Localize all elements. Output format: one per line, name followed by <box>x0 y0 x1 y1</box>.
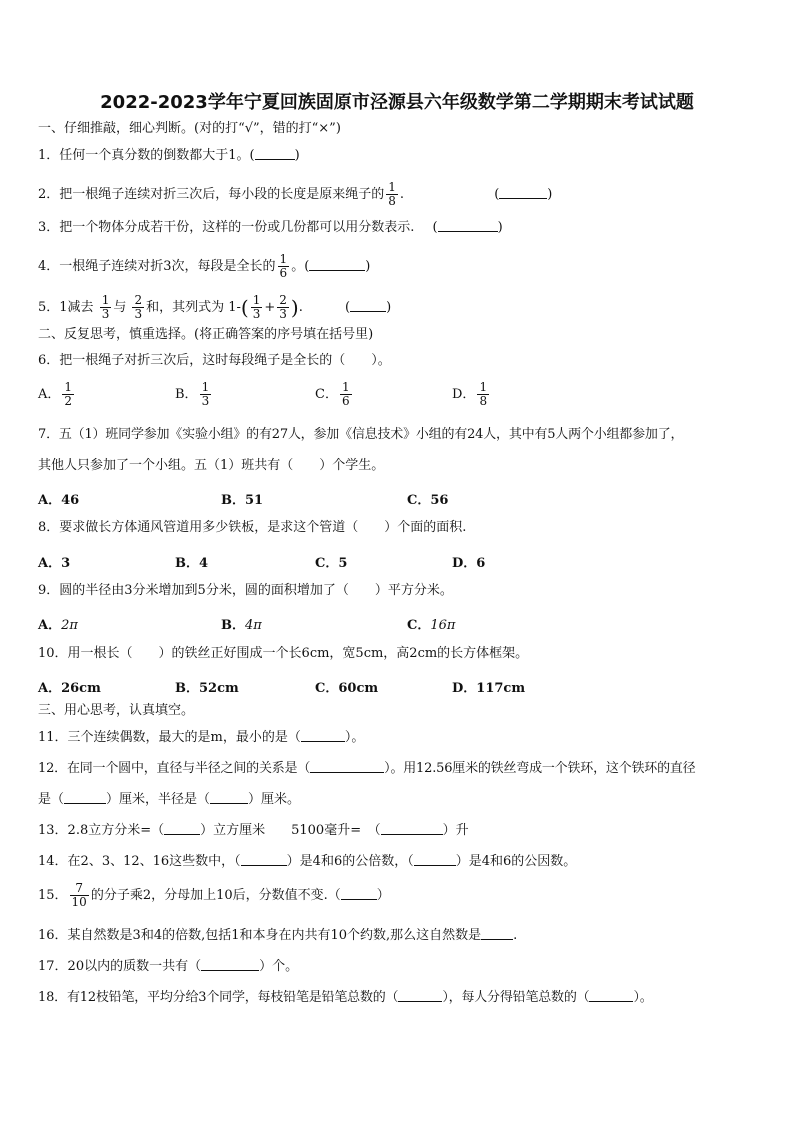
paren-right: ) <box>290 295 299 320</box>
answer-blank[interactable] <box>481 927 513 940</box>
question-17-text: 17．20以内的质数一共有（ <box>38 959 202 974</box>
answer-blank[interactable] <box>589 989 633 1002</box>
question-18-text-2: ），每人分得铅笔总数的（ <box>442 990 590 1005</box>
option-letter: B． <box>175 387 198 402</box>
option-letter: C． <box>407 618 431 633</box>
question-17-tail: ）个。 <box>259 959 299 974</box>
question-16 <box>38 927 758 944</box>
fraction <box>132 294 144 321</box>
fraction-denominator: 8 <box>479 394 488 408</box>
fraction-denominator: 3 <box>279 307 287 321</box>
question-18 <box>38 989 758 1006</box>
page-title: 2022-2023学年宁夏回族固原市泾源县六年级数学第二学期期末考试试题 <box>100 92 694 113</box>
question-18-text: 18．有12枝铅笔，平均分给3个同学，每枝铅笔是铅笔总数的（ <box>38 990 399 1005</box>
question-11-text: 11．三个连续偶数，最大的是m，最小的是（ <box>38 730 301 745</box>
fraction-denominator: 3 <box>201 394 210 408</box>
question-12-line-1 <box>38 760 758 777</box>
question-4-tail: 。( <box>291 259 310 274</box>
fraction <box>477 381 489 408</box>
fraction <box>386 181 398 208</box>
answer-blank[interactable] <box>301 729 345 742</box>
paren-close: ) <box>547 187 553 202</box>
option-value: 4π <box>245 618 262 633</box>
paren-open: ( <box>432 220 438 235</box>
answer-blank[interactable] <box>438 219 498 232</box>
question-14-tail: ）是4和6的公因数。 <box>455 854 577 869</box>
option-value: 2π <box>61 618 78 633</box>
question-12-text-2: ）。用12.56厘米的铁丝弯成一个铁环，这个铁环的直径 <box>384 761 696 776</box>
answer-blank[interactable] <box>210 791 248 804</box>
fraction <box>200 381 212 408</box>
question-15-text: 的分子乘2，分母加上10后，分数值不变.（ <box>90 888 341 903</box>
option-c[interactable]: C．60cm <box>315 681 379 696</box>
option-letter: A． <box>38 387 61 402</box>
question-7-line-1: 7．五（1）班同学参加《实验小组》的有27人，参加《信息技术》小组的有24人，其中有5人两个小组都参加了， <box>38 427 684 442</box>
paren-close: ) <box>365 259 371 274</box>
option-d[interactable]: D．117cm <box>452 681 526 696</box>
fraction-denominator: 3 <box>134 307 143 321</box>
answer-blank[interactable] <box>499 186 547 199</box>
section-2-heading: 二、反复思考，慎重选择。(将正确答案的序号填在括号里) <box>38 327 374 342</box>
fraction-denominator: 2 <box>64 394 73 408</box>
question-12-text-5: ）厘米。 <box>248 792 301 807</box>
option-c[interactable] <box>315 381 354 408</box>
paren-close: ) <box>294 148 300 163</box>
fraction-numerator: 2 <box>134 293 143 307</box>
answer-blank[interactable] <box>414 853 456 866</box>
option-a[interactable]: A．46 <box>38 493 80 508</box>
section-3-heading: 三、用心思考，认真填空。 <box>38 703 195 718</box>
period: . <box>399 187 405 202</box>
fraction <box>278 253 290 280</box>
question-4-text: 4．一根绳子连续对折3次，每段是全长的 <box>38 259 276 274</box>
option-c[interactable] <box>407 614 455 633</box>
option-letter: D． <box>452 387 476 402</box>
answer-blank[interactable] <box>341 887 377 900</box>
option-b[interactable] <box>221 614 262 633</box>
fraction-numerator: 1 <box>101 293 110 307</box>
fraction <box>277 294 289 321</box>
answer-blank[interactable] <box>398 989 442 1002</box>
question-11-tail: ）。 <box>344 730 365 745</box>
question-5 <box>38 294 758 321</box>
question-5-text: 5．1减去 <box>38 300 94 315</box>
paren-close: ) <box>497 220 503 235</box>
answer-blank[interactable] <box>381 822 443 835</box>
question-4 <box>38 253 758 280</box>
paren-open: ( <box>494 187 500 202</box>
option-letter: B． <box>221 618 245 633</box>
question-13-text-2: ）立方厘米 5100毫升= （ <box>200 823 381 838</box>
fraction <box>70 882 89 909</box>
fraction-numerator: 2 <box>279 293 287 307</box>
question-9: 9．圆的半径由3分米增加到5分米，圆的面积增加了（ ）平方分米。 <box>38 583 453 598</box>
plus-sign: + <box>264 300 276 315</box>
answer-blank[interactable] <box>310 760 384 773</box>
fraction-numerator: 1 <box>479 380 488 394</box>
option-c[interactable]: C．56 <box>407 493 449 508</box>
period: . <box>513 928 518 943</box>
fraction-numerator: 1 <box>279 252 288 266</box>
question-15 <box>38 882 758 909</box>
answer-blank[interactable] <box>309 258 365 271</box>
answer-blank[interactable] <box>164 822 200 835</box>
option-a[interactable] <box>38 614 78 633</box>
question-13-tail: ）升 <box>442 823 469 838</box>
answer-blank[interactable] <box>201 958 259 971</box>
fraction-denominator: 6 <box>341 394 350 408</box>
question-12-text-3: 是（ <box>38 792 65 807</box>
question-13-text: 13．2.8立方分米=（ <box>38 823 165 838</box>
fraction <box>100 294 112 321</box>
question-16-text: 16．某自然数是3和4的倍数,包括1和本身在内共有10个约数,那么这自然数是 <box>38 928 482 943</box>
fraction-numerator: 1 <box>388 180 396 194</box>
section-1-heading: 一、仔细推敲，细心判断。(对的打“√”，错的打“×”) <box>38 121 341 136</box>
option-letter: C． <box>315 387 338 402</box>
text-formula-intro: 和，其列式为 1- <box>146 300 241 315</box>
text-and: 与 <box>113 300 127 315</box>
question-3 <box>38 219 758 236</box>
fraction <box>251 294 263 321</box>
option-c[interactable]: C．5 <box>315 556 348 571</box>
answer-blank[interactable] <box>64 791 106 804</box>
fraction-denominator: 3 <box>252 307 261 321</box>
fraction-numerator: 7 <box>70 882 89 896</box>
question-10: 10．用一根长（ ）的铁丝正好围成一个长6cm，宽5cm，高2cm的长方体框架。 <box>38 646 529 661</box>
option-b[interactable]: B．4 <box>175 556 209 571</box>
option-b[interactable] <box>175 381 213 408</box>
option-d[interactable]: D．6 <box>452 556 486 571</box>
question-2-text: 2．把一根绳子连续对折三次后，每小段的长度是原来绳子的 <box>38 187 385 202</box>
fraction <box>62 381 74 408</box>
question-3-text: 3．把一个物体分成若干份，这样的一份或几份都可以用分数表示. <box>38 220 415 235</box>
period: . <box>298 300 303 315</box>
option-a[interactable] <box>38 381 76 408</box>
question-14-text: 14．在2、3、12、16这些数中，（ <box>38 854 241 869</box>
fraction-numerator: 1 <box>64 380 73 394</box>
paren-left: ( <box>240 295 249 320</box>
fraction-numerator: 1 <box>201 380 210 394</box>
question-1 <box>38 147 758 164</box>
question-7-line-2: 其他人只参加了一个小组。五（1）班共有（ ）个学生。 <box>38 458 385 473</box>
question-14-text-2: ）是4和6的公倍数，（ <box>286 854 414 869</box>
question-11 <box>38 729 758 746</box>
question-6: 6．把一根绳子对折三次后，这时每段绳子是全长的（ ）。 <box>38 353 391 368</box>
fraction <box>340 381 352 408</box>
fraction-numerator: 1 <box>252 293 261 307</box>
question-12-text: 12．在同一个圆中，直径与半径之间的关系是（ <box>38 761 311 776</box>
option-a[interactable]: A．26cm <box>38 681 101 696</box>
question-14 <box>38 853 758 870</box>
question-8: 8．要求做长方体通风管道用多少铁板，是求这个管道（ ）个面的面积. <box>38 520 467 535</box>
question-13 <box>38 822 758 839</box>
fraction-denominator: 3 <box>101 307 110 321</box>
option-letter: A． <box>38 618 62 633</box>
paren-close: ) <box>386 300 392 315</box>
answer-blank[interactable] <box>255 147 295 160</box>
fraction-denominator: 8 <box>388 194 396 208</box>
answer-blank[interactable] <box>241 853 287 866</box>
question-17 <box>38 958 758 975</box>
paren-close: ） <box>376 888 390 903</box>
question-15-number: 15． <box>38 888 68 903</box>
question-1-text: 1．任何一个真分数的倒数都大于1。( <box>38 148 255 163</box>
answer-blank[interactable] <box>350 299 386 312</box>
question-12-text-4: ）厘米，半径是（ <box>106 792 211 807</box>
option-a[interactable]: A．3 <box>38 556 71 571</box>
option-d[interactable] <box>452 381 491 408</box>
fraction-denominator: 10 <box>71 895 87 909</box>
option-b[interactable]: B．51 <box>221 493 264 508</box>
option-value: 16π <box>430 618 456 633</box>
question-12-line-2 <box>38 791 758 808</box>
option-b[interactable]: B．52cm <box>175 681 239 696</box>
fraction-numerator: 1 <box>341 380 350 394</box>
paren-open: ( <box>345 300 351 315</box>
fraction-denominator: 6 <box>279 266 288 280</box>
question-2 <box>38 181 758 208</box>
question-18-tail: ）。 <box>633 990 653 1005</box>
